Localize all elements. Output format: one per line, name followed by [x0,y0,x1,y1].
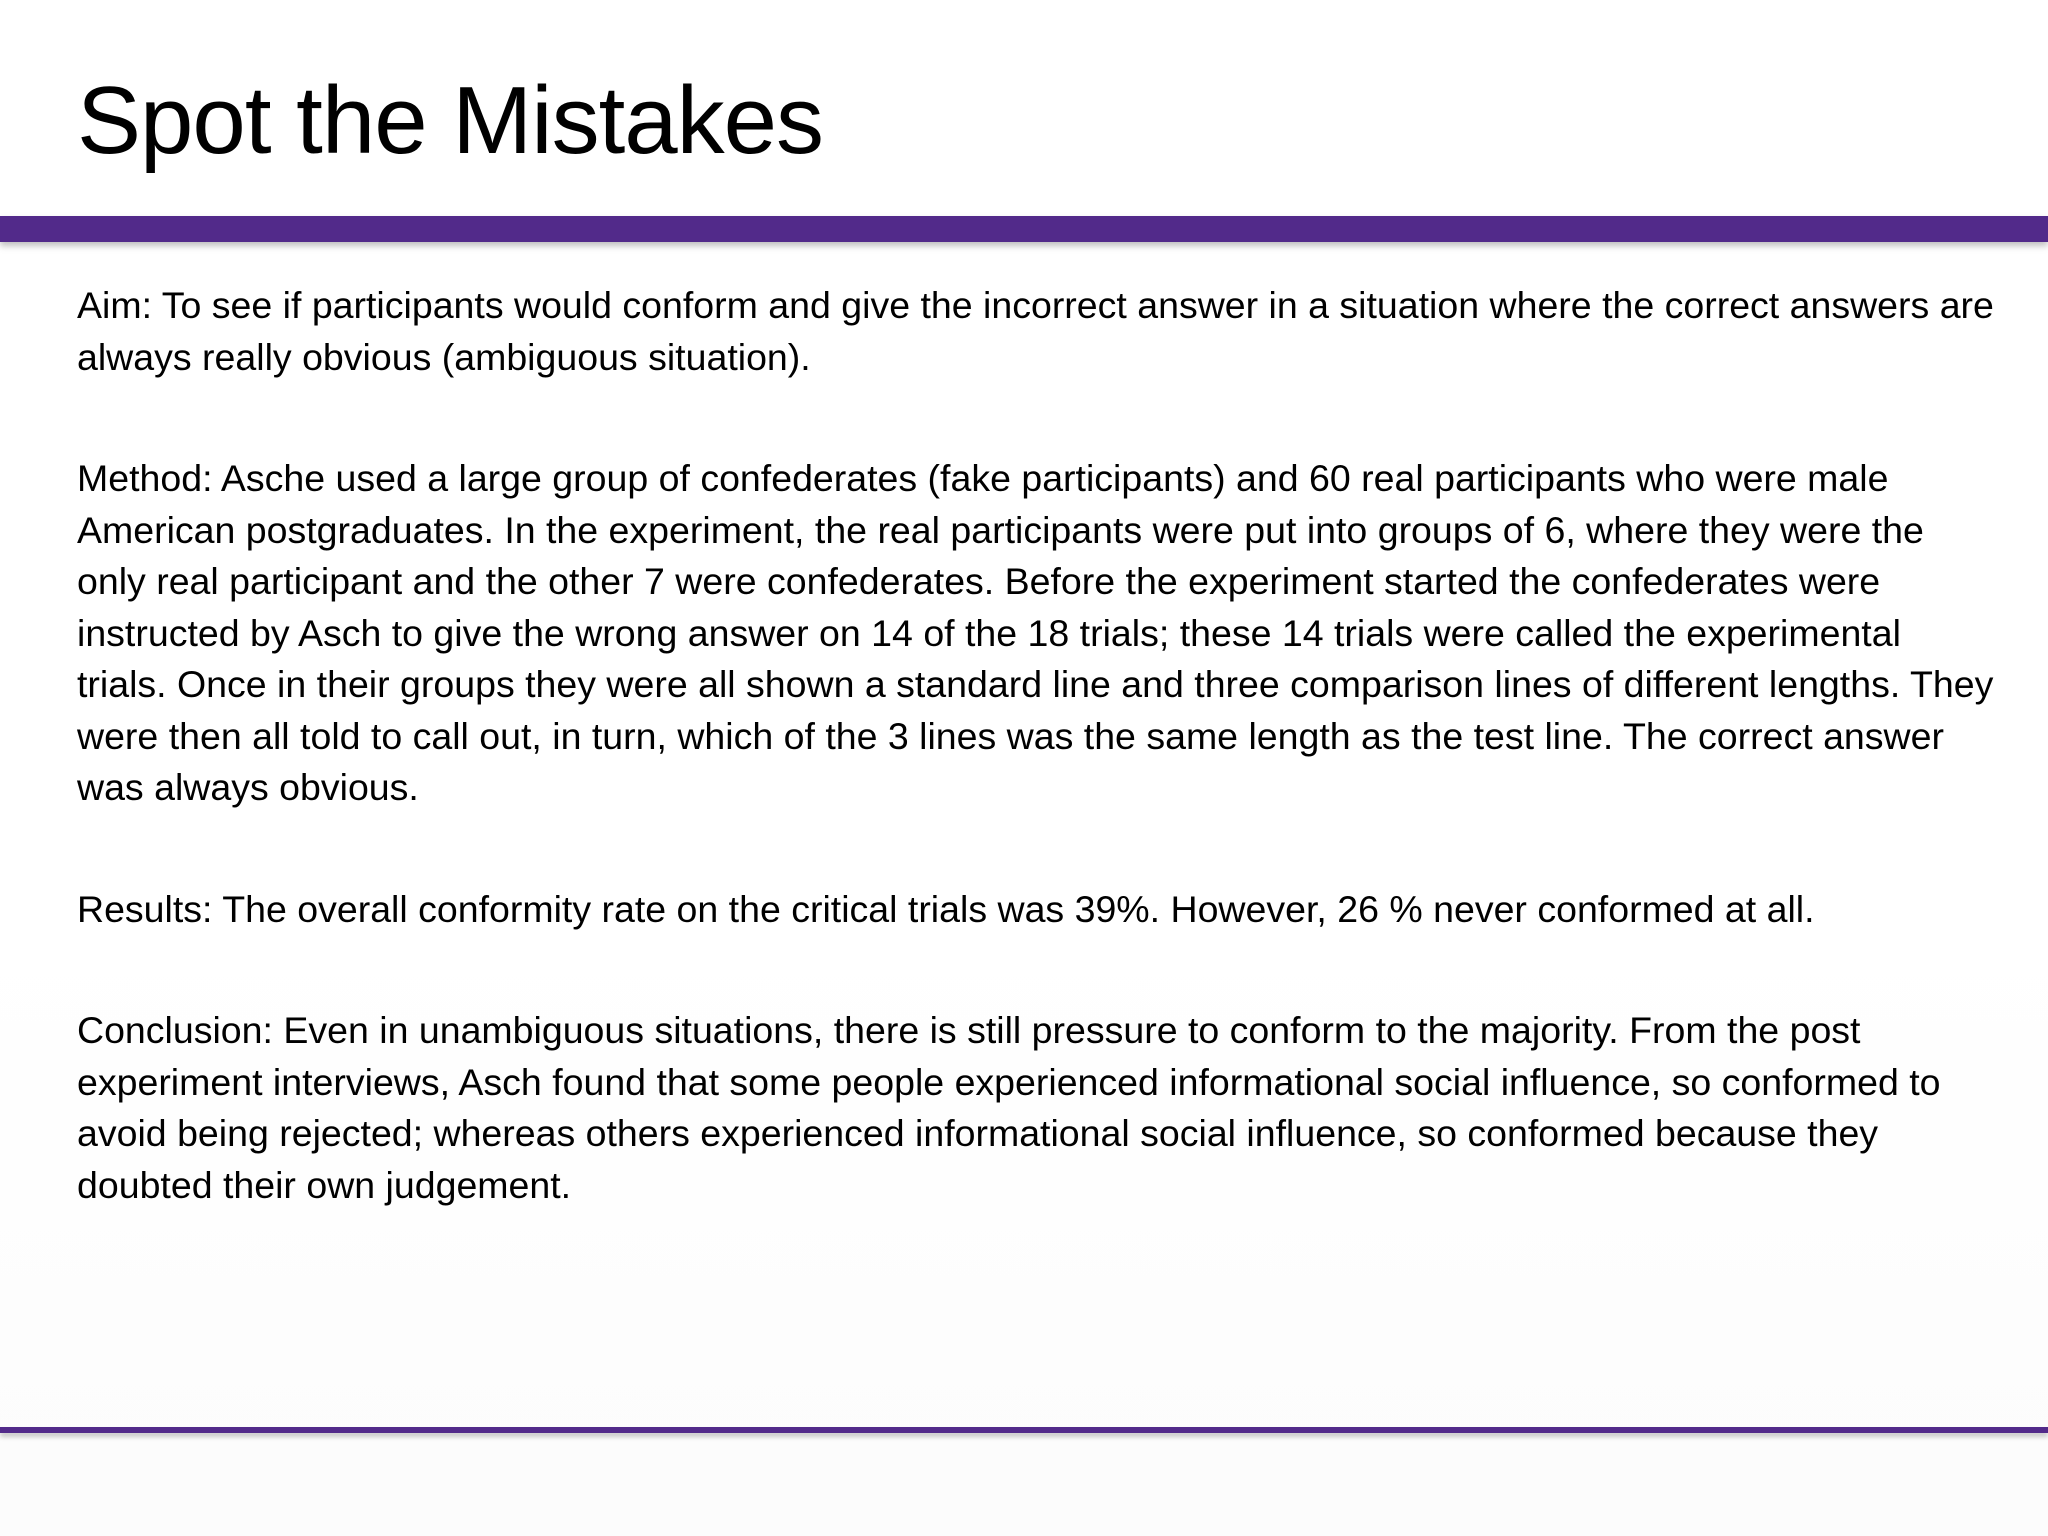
results-paragraph: Results: The overall conformity rate on the critical trials was 39%. However, 26 % never conformed at all. [77,887,1815,930]
title-divider-bar [0,216,2048,242]
conclusion-paragraph: Conclusion: Even in unambiguous situations, there is still pressure to conform to the majority. From the post experiment interviews, Asch found that some people experienced informational social influence, so conformed to avoid being rejected; whereas others experienced informational social influence, so conformed because they doubted their own judgement. [77,1009,1941,1206]
method-paragraph: Method: Asche used a large group of confederates (fake participants) and 60 real participants who were male American postgraduates. In the experiment, the real participants were put into groups of 6, where they were the only real participant and the other 7 were confederates. Before the experiment started the confederates were instructed by Asch to give the wrong answer on 14 of the 18 trials; these 14 trials were called the experimental trials. Once in their groups they were all shown a standard line and three comparison lines of different lengths. They were then all told to call out, in turn, which of the 3 lines was the same length as the test line. The correct answer was always obvious. [77,457,1994,808]
slide-title: Spot the Mistakes [77,67,824,174]
footer-divider-bar [0,1427,2048,1433]
slide-body [77,280,1997,1211]
aim-paragraph: Aim: To see if participants would conform and give the incorrect answer in a situation where the correct answers are always really obvious (ambiguous situation). [77,284,1994,378]
